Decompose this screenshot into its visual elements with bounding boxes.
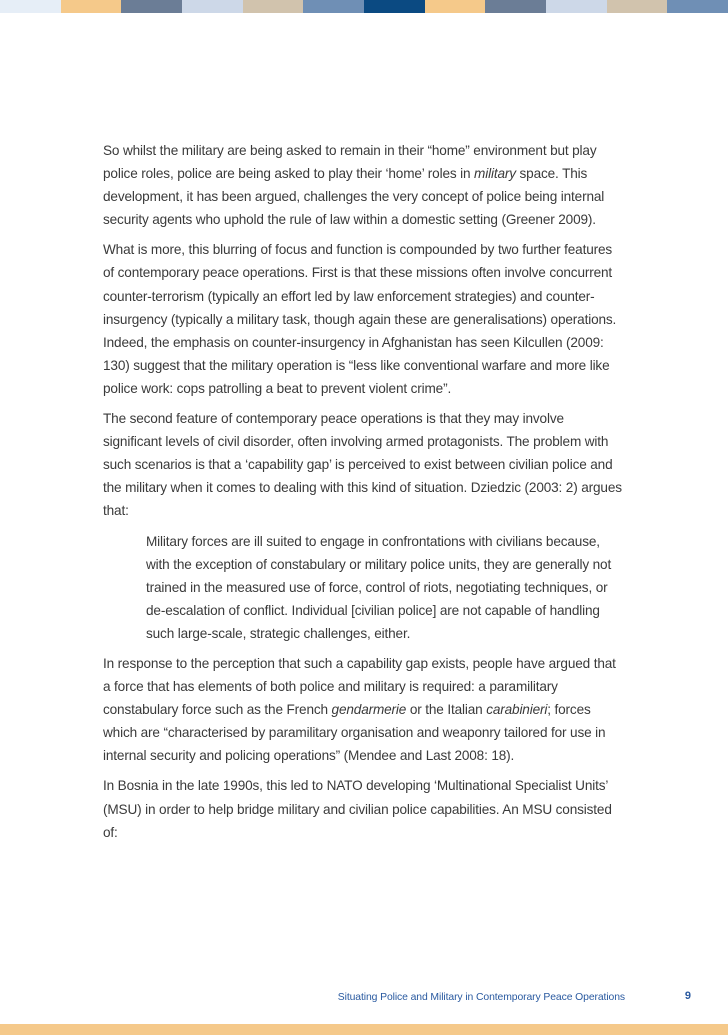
top-bar-segment	[667, 0, 728, 13]
top-bar-segment	[364, 0, 425, 13]
emphasis: military	[474, 166, 516, 182]
paragraph	[103, 652, 625, 767]
text-run: In response to the perception that such a capability gap exists, people have argued that a force that has elements of both police and military is required: a paramilitary constabulary force such as the French	[103, 655, 616, 718]
text-run: ; forces which are “characterised by paramilitary organisation and weaponry tailored for use in internal security and policing operations” (Mendee and Last 2008: 18).	[103, 702, 606, 764]
bottom-color-bar	[0, 1024, 728, 1035]
paragraph: In Bosnia in the late 1990s, this led to NATO developing ‘Multinational Specialist Units’ (MSU) in order to help bridge military and civilian police capabilities. An MSU consisted of:	[103, 778, 612, 840]
emphasis: gendarmerie	[331, 702, 407, 718]
text-run: So whilst the military are being asked to remain in their “home” environment but play police roles, police are being asked to play their ‘home’ roles in	[103, 143, 597, 182]
top-bar-segment	[607, 0, 668, 13]
emphasis: carabinieri	[486, 702, 548, 718]
top-bar-segment	[425, 0, 486, 13]
top-bar-segment	[303, 0, 364, 13]
top-bar-segment	[61, 0, 122, 13]
top-bar-segment	[0, 0, 61, 13]
block-quote: Military forces are ill suited to engage in confrontations with civilians because, with the exception of constabulary or military police units, they are generally not trained in the measured use of force, control of riots, negotiating techniques, or de-escalation of conflict. Individual [civilian police] are not capable of handling such large-scale, strategic challenges, either.	[146, 533, 612, 641]
text-run: or the Italian	[406, 702, 487, 718]
top-bar-segment	[485, 0, 546, 13]
paragraph	[103, 139, 625, 231]
body-text	[103, 139, 625, 851]
running-footer-title: Situating Police and Military in Contemporary Peace Operations	[337, 992, 625, 1003]
page-number: 9	[684, 990, 691, 1002]
top-bar-segment	[121, 0, 182, 13]
text-run: space. This development, it has been argued, challenges the very concept of police being internal security agents who uphold the rule of law within a domestic setting (Greener 2009).	[103, 166, 605, 228]
top-color-bar	[0, 0, 728, 13]
paragraph: What is more, this blurring of focus and function is compounded by two further features of contemporary peace operations. First is that these missions often involve concurrent counter-terrorism (typically an effort led by law enforcement strategies) and counter-insurgency (typically a military task, though again these are generalisations) operations. Indeed, the emphasis on counter-insurgency in Afghanistan has seen Kilcullen (2009: 130) suggest that the military operation is “less like conventional warfare and more like police work: cops patrolling a beat to prevent violent crime”.	[103, 242, 617, 396]
top-bar-segment	[243, 0, 304, 13]
top-bar-segment	[546, 0, 607, 13]
paragraph: The second feature of contemporary peace operations is that they may involve significant levels of civil disorder, often involving armed protagonists. The problem with such scenarios is that a ‘capability gap’ is perceived to exist between civilian police and the military when it comes to dealing with this kind of situation. Dziedzic (2003: 2) argues that:	[103, 411, 622, 519]
top-bar-segment	[182, 0, 243, 13]
